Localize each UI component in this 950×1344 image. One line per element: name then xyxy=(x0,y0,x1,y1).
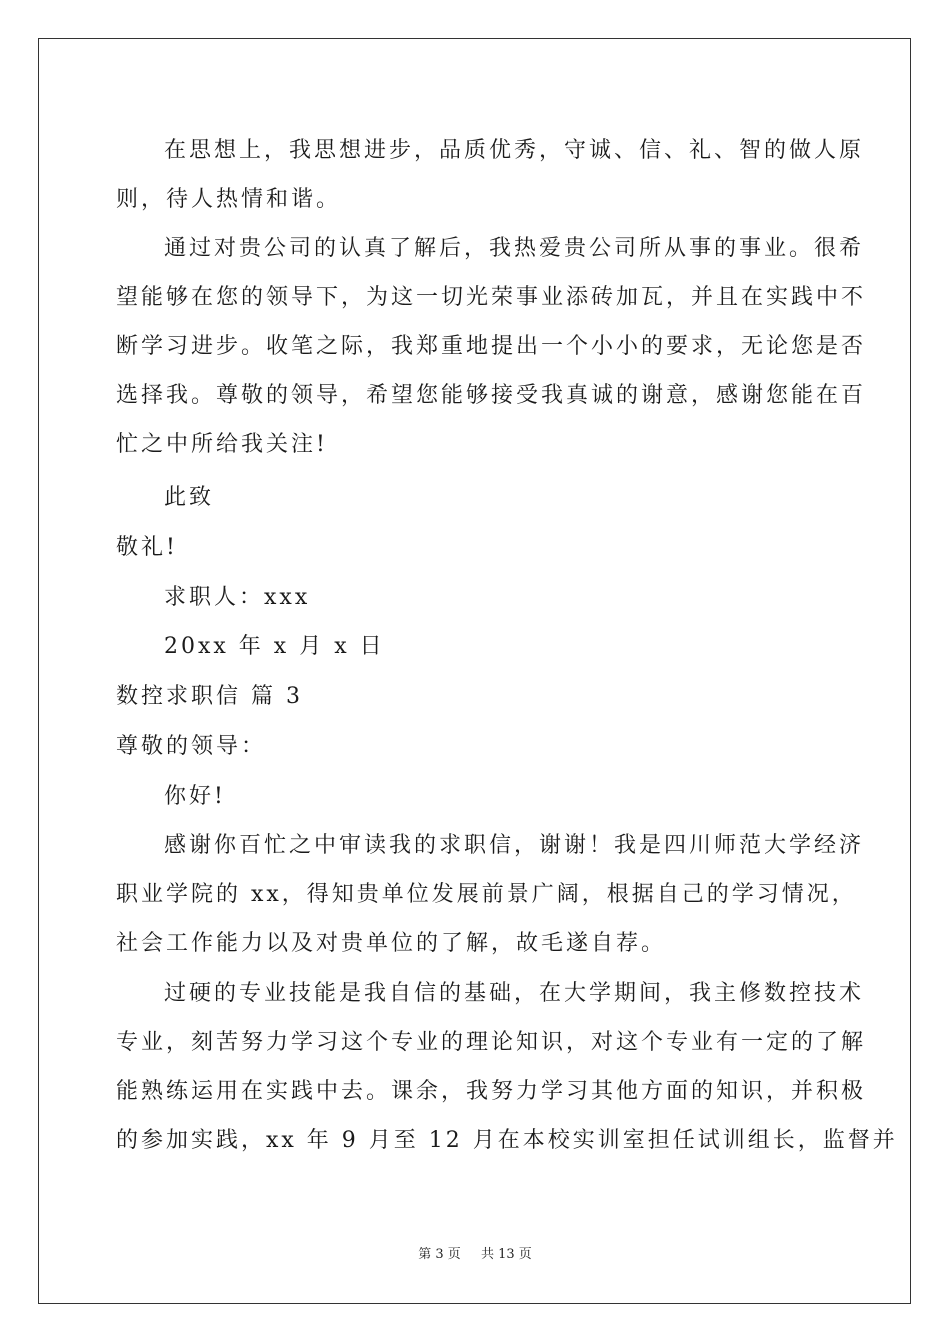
paragraph-line: 专业，刻苦努力学习这个专业的理论知识，对这个专业有一定的了解 xyxy=(116,1030,867,1055)
paragraph-line: 选择我。尊敬的领导，希望您能够接受我真诚的谢意，感谢您能在百 xyxy=(116,383,867,408)
page-number: 第 3 页 xyxy=(418,1247,461,1262)
paragraph-line: 通过对贵公司的认真了解后，我热爱贵公司所从事的事业。很希 xyxy=(164,236,865,261)
paragraph-line: 社会工作能力以及对贵单位的了解，故毛遂自荐。 xyxy=(116,931,667,956)
paragraph-line: 望能够在您的领导下，为这一切光荣事业添砖加瓦，并且在实践中不 xyxy=(116,285,867,310)
paragraph-line: 过硬的专业技能是我自信的基础，在大学期间，我主修数控技术 xyxy=(164,981,865,1006)
paragraph-line: 断学习进步。收笔之际，我郑重地提出一个小小的要求，无论您是否 xyxy=(116,334,867,359)
salutation-closing: 敬礼! xyxy=(116,535,178,560)
closing-phrase: 此致 xyxy=(164,485,215,510)
section-title: 数控求职信 篇 3 xyxy=(116,684,303,709)
page-total: 共 13 页 xyxy=(480,1247,532,1262)
paragraph-line: 在思想上，我思想进步，品质优秀，守诚、信、礼、智的做人原 xyxy=(164,138,865,163)
page-border xyxy=(38,38,911,1304)
signature: 求职人：xxx xyxy=(164,585,311,610)
paragraph-line: 则，待人热情和谐。 xyxy=(116,187,342,212)
page-footer xyxy=(0,1246,950,1264)
date: 20xx 年 x 月 x 日 xyxy=(164,634,385,659)
paragraph-line: 的参加实践，xx 年 9 月至 12 月在本校实训室担任试训组长，监督并 xyxy=(116,1128,898,1153)
paragraph-line: 忙之中所给我关注! xyxy=(116,432,328,457)
paragraph-line: 能熟练运用在实践中去。课余，我努力学习其他方面的知识，并积极 xyxy=(116,1079,867,1104)
paragraph-line: 职业学院的 xx，得知贵单位发展前景广阔，根据自己的学习情况， xyxy=(116,882,857,907)
salutation: 尊敬的领导： xyxy=(116,734,267,759)
greeting: 你好! xyxy=(164,784,226,809)
paragraph-line: 感谢你百忙之中审读我的求职信，谢谢！我是四川师范大学经济 xyxy=(164,833,865,858)
